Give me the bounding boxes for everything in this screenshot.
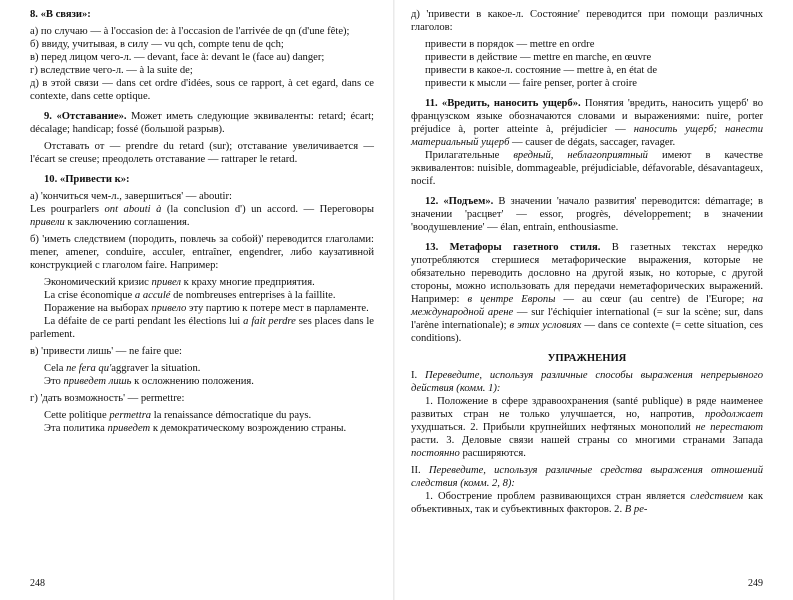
s8-item-a: а) по случаю — à l'occasion de: à l'occasion de l'arrivée de qn (d'une fête);	[30, 26, 350, 37]
exercise-I-title: I. Переведите, используя различные способы выражения непрерывного действия (комм. 1):	[411, 370, 763, 394]
d-phrase-3: привести в какое-л. состояние — mettre à, en état de	[425, 65, 658, 76]
page-number-right: 249	[748, 578, 763, 589]
s8-item-v: в) перед лицом чего-л. — devant, face à: devant le (face au) danger;	[30, 52, 325, 63]
section-9-paragraph-2: Отставать от — prendre du retard (sur); отставание увеличивается — l'écart se creuse; преодолеть отставание — rattraper le retard.	[30, 141, 374, 165]
page-number-left: 248	[30, 578, 45, 589]
section-11-heading: 11. «Вредить, наносить ущерб».	[425, 98, 581, 109]
section-13-heading: 13. Метафоры газетного стиля.	[425, 242, 601, 253]
s8-item-b: б) ввиду, учитывая, в силу — vu qch, compte tenu de qch;	[30, 39, 284, 50]
section-12: 12. «Подъем». В значении 'начало развития' переводится: démarrage; в значении 'расцвет' — essor, progrès, développement; в значении 'воодушевление' — élan, entrain, enthousiasme.	[411, 196, 763, 233]
s8-item-d: д) в этой связи — dans cet ordre d'idées, sous ce rapport, à cet egard, dans ce contexte, dans cette optique.	[30, 78, 374, 102]
exercises-heading: УПРАЖНЕНИЯ	[547, 353, 627, 364]
d-phrase-4: привести к мысли — faire penser, porter à croire	[425, 78, 637, 89]
s10-item-g: г) 'дать возможность' — permettre:	[30, 393, 185, 404]
section-11-paragraph-2: Прилагательные вредный, неблагоприятный имеют в качестве эквивалентов: nuisible, dommageable, préjudiciable, défavorable, désavantageux, nocif.	[411, 150, 763, 187]
section-8-heading: 8. «В связи»:	[30, 9, 91, 20]
exercise-II-title: II. Переведите, используя различные средства выражения отношений следствия (комм. 2, 8):	[411, 465, 763, 489]
example-2-fr: La défaite de ce parti pendant les élections lui a fait perdre ses places dans le parlement.	[30, 316, 375, 340]
d-intro: д) 'привести в какое-л. Состояние' переводится при помощи различных глаголов:	[411, 9, 763, 33]
exercise-I-text: 1. Положение в сфере здравоохранения (santé publique) в ряде наименее развитых стран не только улучшается, но, напротив, продолжает ухудшаться. 2. Прибыли крупнейших нефтяных монополий не перестают расти. 3. Деловые связи нашей страны со многими странами Запада постоянно расширяются.	[411, 396, 763, 459]
d-phrase-1: привести в порядок — mettre en ordre	[425, 39, 595, 50]
section-11: 11. «Вредить, наносить ущерб». Понятия 'вредить, наносить ущерб' во французском языке обозначаются словами и выражениями: nuire, porter préjudice à, porter atteinte à, préjudicier — наносить ущерб; нанести материальный ущерб — causer de dégats, saccager, ravager.	[411, 98, 763, 148]
example-1-fr: La crise économique a acculé de nombreuses entreprises à la faillite.	[44, 290, 336, 301]
section-9-heading: 9. «Отставание».	[44, 111, 127, 122]
s10-item-v: в) 'привести лишь' — ne faire que:	[30, 346, 182, 357]
section-9	[30, 110, 374, 136]
example-4-ru: Эта политика приведет к демократическому возрождению страны.	[44, 423, 347, 434]
example-1-ru: Экономический кризис привел к краху многие предприятия.	[44, 277, 315, 288]
book-gutter	[393, 0, 395, 600]
example-3-ru: Это приведет лишь к осложнению положения.	[44, 376, 254, 387]
section-13: 13. Метафоры газетного стиля. В газетных текстах нередко употребляются стершиеся метафорические выражения, которые не обязательно переводить дословно на другой язык, но которые, с другой стороны, можно использовать для передачи неметафорических выражений. Например: в центре Европы — au cœur (au centre) de l'Europe; на международной арене — sur l'échiquier international (= sur la scène; sur, dans l'arène internationale); в этих условиях — dans ce contexte (= cette situation, ces conditions).	[411, 242, 764, 344]
example-4-fr: Cette politique permettra la renaissance démocratique du pays.	[44, 410, 312, 421]
section-10-heading: 10. «Привести к»:	[44, 174, 130, 185]
s10-item-b: б) 'иметь следствием (породить, повлечь за собой)' переводится глаголами: mener, amener, conduire, acculer, entraîner, engendrer, либо каузативной конструкцией с глаголом faire. Например:	[30, 234, 374, 271]
right-page	[411, 8, 763, 600]
s8-item-g: г) вследствие чего-л. — à la suite de;	[30, 65, 193, 76]
s10-item-a-example: Les pourparlers ont abouti à (la conclusion d') un accord. — Переговоры привели к заключению соглашения.	[30, 204, 374, 228]
left-page	[30, 8, 374, 600]
exercise-II-text: 1. Обострение проблем развивающихся стран является следствием как объективных, так и субъективных факторов. 2. В ре-	[411, 491, 764, 515]
section-9-text: Может иметь следующие эквиваленты: retard; écart; décalage; handicap; fossé (большой разрыв).	[30, 111, 375, 135]
example-2-ru: Поражение на выборах привело эту партию к потере мест в парламенте.	[44, 303, 369, 314]
s10-item-a: а) 'кончиться чем-л., завершиться' — aboutir:	[30, 191, 232, 202]
example-3-fr: Cela ne fera qu'aggraver la situation.	[44, 363, 201, 374]
d-phrase-2: привести в действие — mettre en marche, en œuvre	[425, 52, 652, 63]
section-12-heading: 12. «Подъем».	[425, 196, 494, 207]
